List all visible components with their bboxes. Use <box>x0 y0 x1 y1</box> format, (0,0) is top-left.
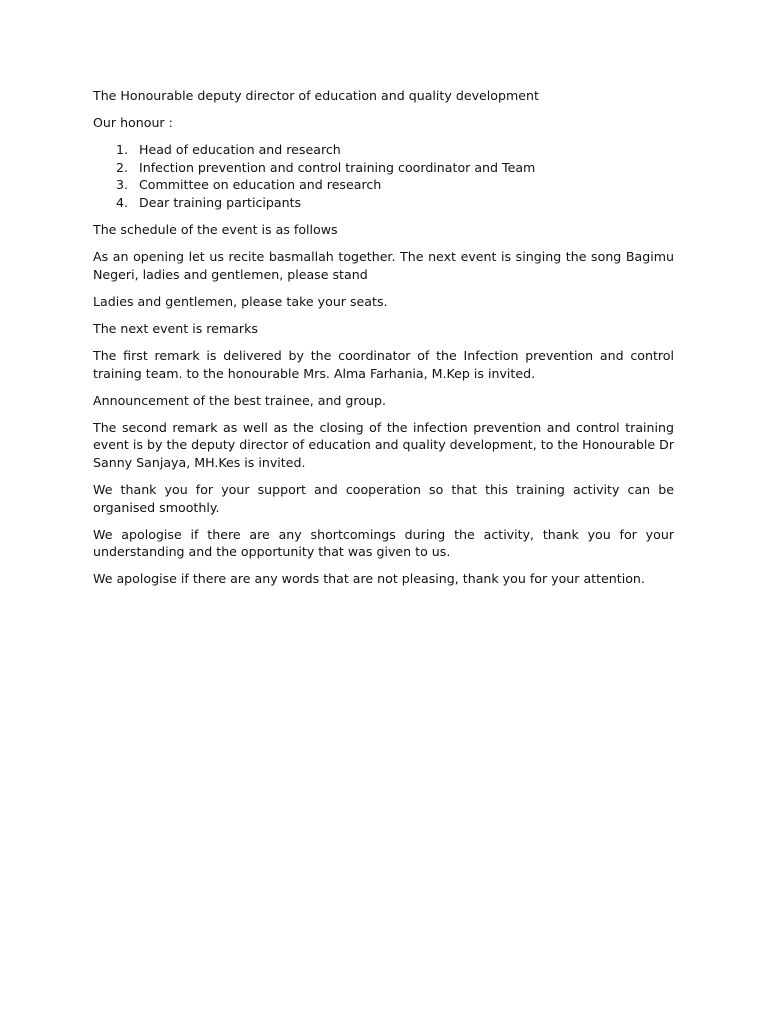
list-item <box>93 159 674 177</box>
list-item-text: Committee on education and research <box>139 177 382 193</box>
list-item-number: 1. <box>116 142 129 158</box>
honour-intro: Our honour : <box>93 115 173 131</box>
list-item <box>93 176 674 194</box>
list-item-text: Dear training participants <box>139 194 302 210</box>
seats-paragraph: Ladies and gentlemen, please take your seats. <box>93 293 388 309</box>
list-item <box>93 141 674 159</box>
opening-paragraph: As an opening let us recite basmallah together. The next event is singing the song Bagimu Negeri, ladies and gentlemen, please stand <box>93 249 674 282</box>
list-item-number: 2. <box>116 159 129 175</box>
list-item-text: Infection prevention and control training coordinator and Team <box>139 159 536 175</box>
list-item-number: 3. <box>116 177 129 193</box>
thanks-paragraph: We thank you for your support and cooperation so that this training activity can be organised smoothly. <box>93 482 674 515</box>
closing-paragraph: We apologise if there are any words that are not pleasing, thank you for your attention. <box>93 571 645 587</box>
remarks-intro: The next event is remarks <box>93 320 258 336</box>
list-item-number: 4. <box>116 194 129 210</box>
schedule-intro: The schedule of the event is as follows <box>93 222 338 238</box>
list-item-text: Head of education and research <box>139 142 341 158</box>
first-remark-paragraph: The first remark is delivered by the coordinator of the Infection prevention and control training team. to the honourable Mrs. Alma Farhania, M.Kep is invited. <box>93 348 674 381</box>
honour-list <box>93 141 674 211</box>
address-line: The Honourable deputy director of education and quality development <box>93 88 539 103</box>
announcement-paragraph: Announcement of the best trainee, and group. <box>93 392 387 408</box>
second-remark-paragraph: The second remark as well as the closing of the infection prevention and control training event is by the deputy director of education and quality development, to the Honourable Dr Sanny Sanjaya, MH.Kes is invited. <box>93 419 674 470</box>
list-item <box>93 194 674 212</box>
document-page <box>93 87 674 598</box>
apology-paragraph: We apologise if there are any shortcomings during the activity, thank you for your understanding and the opportunity that was given to us. <box>93 526 674 560</box>
